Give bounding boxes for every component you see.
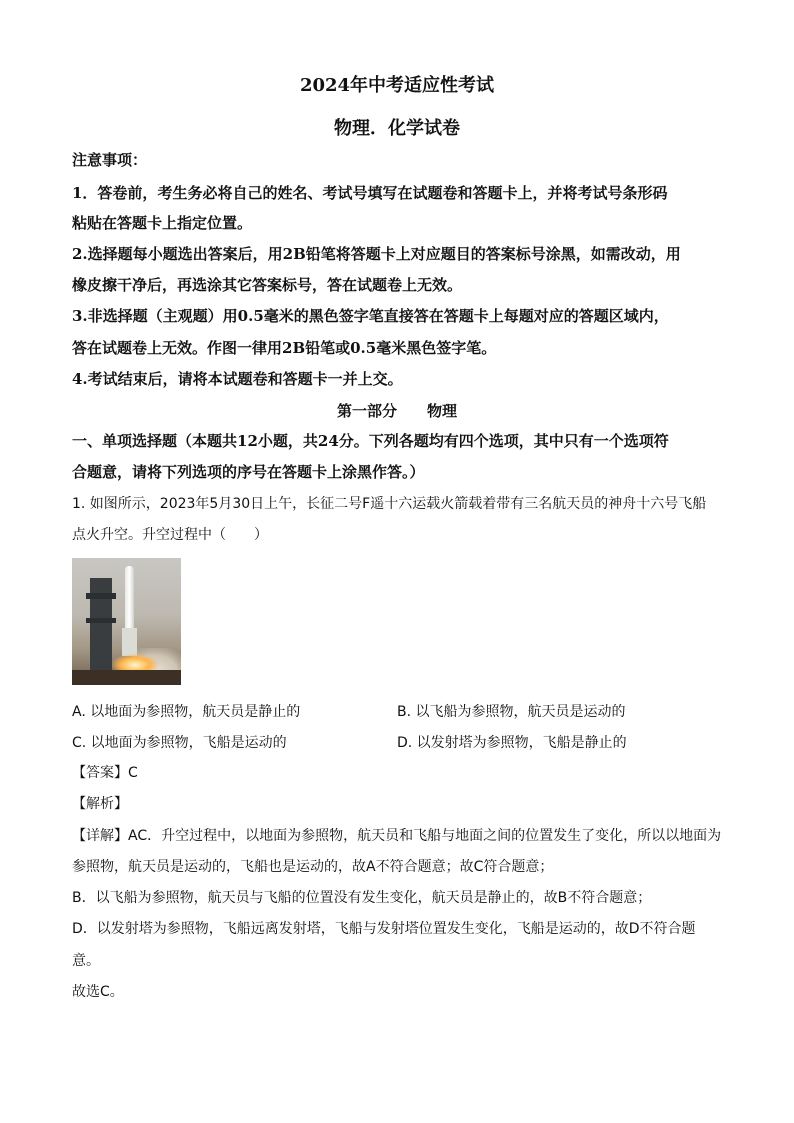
question-1-stem-line-2: 点火升空。升空过程中（ ） [72,527,268,543]
tower-platform-shape [86,593,116,599]
tower-platform-shape [86,618,116,623]
rocket-booster-shape [122,628,137,656]
detail-line-2: 参照物，航天员是运动的，飞船也是运动的，故A不符合题意；故C符合题意； [72,859,554,875]
notice-item-2-line-1: 2.选择题每小题选出答案后，用2B铅笔将答题卡上对应题目的答案标号涂黑，如需改动，用 [72,245,681,263]
option-c: C. 以地面为参照物，飞船是运动的 [72,735,287,751]
ground-shape [72,670,181,685]
notice-item-3-line-1: 3.非选择题（主观题）用0.5毫米的黑色签字笔直接答在答题卡上每题对应的答题区域内， [72,307,669,325]
detail-line-4: D．以发射塔为参照物，飞船远离发射塔，飞船与发射塔位置发生变化，飞船是运动的，故D不符合题 [72,921,696,937]
notice-item-1-line-2: 粘贴在答题卡上指定位置。 [72,214,253,232]
part-title: 第一部分 物理 [336,402,457,420]
notice-heading: 注意事项： [72,151,148,169]
section-heading-line-2: 合题意，请将下列选项的序号在答题卡上涂黑作答。） [72,463,425,481]
detail-line-1: 【详解】AC．升空过程中，以地面为参照物，航天员和飞船与地面之间的位置发生了变化，所以以地面为 [72,828,722,844]
section-heading-line-1: 一、单项选择题（本题共12小题，共24分。下列各题均有四个选项，其中只有一个选项符 [72,432,669,450]
notice-item-3-line-2: 答在试题卷上无效。作图一律用2B铅笔或0.5毫米黑色签字笔。 [72,339,497,357]
answer-label: 【答案】C [72,765,138,781]
analysis-label: 【解析】 [72,796,128,812]
detail-line-3: B．以飞船为参照物，航天员与飞船的位置没有发生变化，航天员是静止的，故B不符合题意； [72,890,652,906]
exam-subtitle: 物理．化学试卷 [334,118,460,139]
option-d: D. 以发射塔为参照物，飞船是静止的 [397,735,627,751]
notice-item-2-line-2: 橡皮擦干净后，再选涂其它答案标号，答在试题卷上无效。 [72,276,463,294]
question-1-stem-line-1: 1. 如图所示，2023年5月30日上午，长征二号F遥十六运载火箭载着带有三名航天员的神舟十六号飞船 [72,496,707,512]
option-b: B. 以飞船为参照物，航天员是运动的 [397,704,626,720]
exam-title: 2024年中考适应性考试 [299,75,495,96]
rocket-launch-photo [72,558,181,685]
detail-line-5: 意。 [72,953,100,969]
option-a: A. 以地面为参照物，航天员是静止的 [72,704,301,720]
conclusion-line: 故选C。 [72,984,124,1000]
notice-item-4: 4.考试结束后，请将本试题卷和答题卡一并上交。 [72,370,403,388]
notice-item-1-line-1: 1．答卷前，考生务必将自己的姓名、考试号填写在试题卷和答题卡上，并将考试号条形码 [72,184,668,202]
